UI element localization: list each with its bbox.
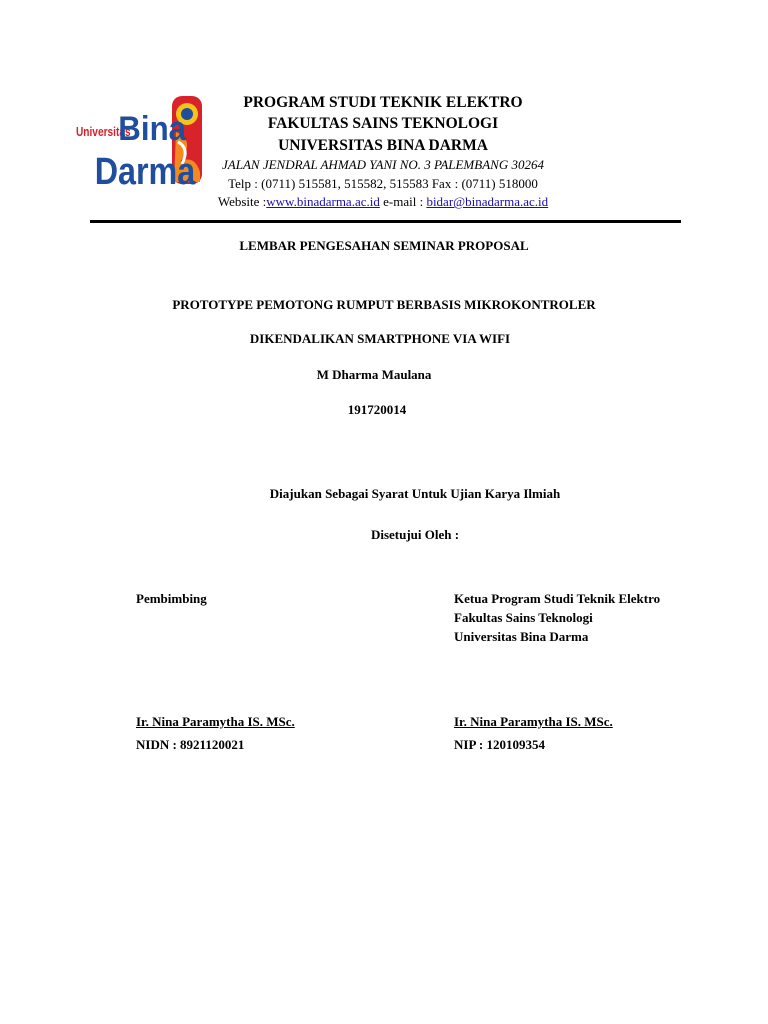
header-phone: Telp : (0711) 515581, 515582, 515583 Fax : (0711) 518000: [228, 176, 538, 191]
thesis-title-line1: PROTOTYPE PEMOTONG RUMPUT BERBASIS MIKROKONTROLER: [172, 297, 596, 312]
student-name: M Dharma Maulana: [316, 367, 432, 382]
head-role-line2: Fakultas Sains Teknologi: [454, 610, 593, 625]
header-address: JALAN JENDRAL AHMAD YANI NO. 3 PALEMBANG 30264: [222, 157, 544, 172]
supervisor-nidn: NIDN : 8921120021: [136, 737, 245, 752]
head-nip: NIP : 120109354: [454, 737, 545, 752]
university-logo: [76, 92, 206, 190]
student-id: 191720014: [347, 402, 407, 417]
head-role-line3: Universitas Bina Darma: [454, 629, 589, 644]
email-link[interactable]: bidar@binadarma.ac.id: [426, 194, 549, 209]
website-label: Website :: [217, 194, 267, 209]
logo-text-bina: Bina: [118, 108, 187, 148]
thesis-title-line2: DIKENDALIKAN SMARTPHONE VIA WIFI: [249, 331, 511, 346]
header-web-email: [200, 194, 566, 210]
head-name: Ir. Nina Paramytha IS. MSc.: [454, 714, 613, 729]
approved-by: Disetujui Oleh :: [370, 527, 460, 542]
head-role-line1: Ketua Program Studi Teknik Elektro: [454, 591, 661, 606]
header-divider: [90, 220, 681, 223]
submission-purpose: Diajukan Sebagai Syarat Untuk Ujian Karya Ilmiah: [269, 486, 561, 501]
sheet-title: LEMBAR PENGESAHAN SEMINAR PROPOSAL: [239, 238, 529, 253]
logo-text-universitas: Universitas: [76, 124, 131, 140]
header-faculty: FAKULTAS SAINS TEKNOLOGI: [267, 115, 499, 132]
supervisor-role: Pembimbing: [136, 591, 207, 606]
logo-text-darma: Darma: [94, 150, 196, 190]
supervisor-name: Ir. Nina Paramytha IS. MSc.: [136, 714, 295, 729]
header-university: UNIVERSITAS BINA DARMA: [278, 137, 488, 154]
email-label: e-mail :: [379, 194, 427, 209]
header-program: PROGRAM STUDI TEKNIK ELEKTRO: [243, 94, 523, 111]
website-link[interactable]: www.binadarma.ac.id: [266, 194, 380, 209]
